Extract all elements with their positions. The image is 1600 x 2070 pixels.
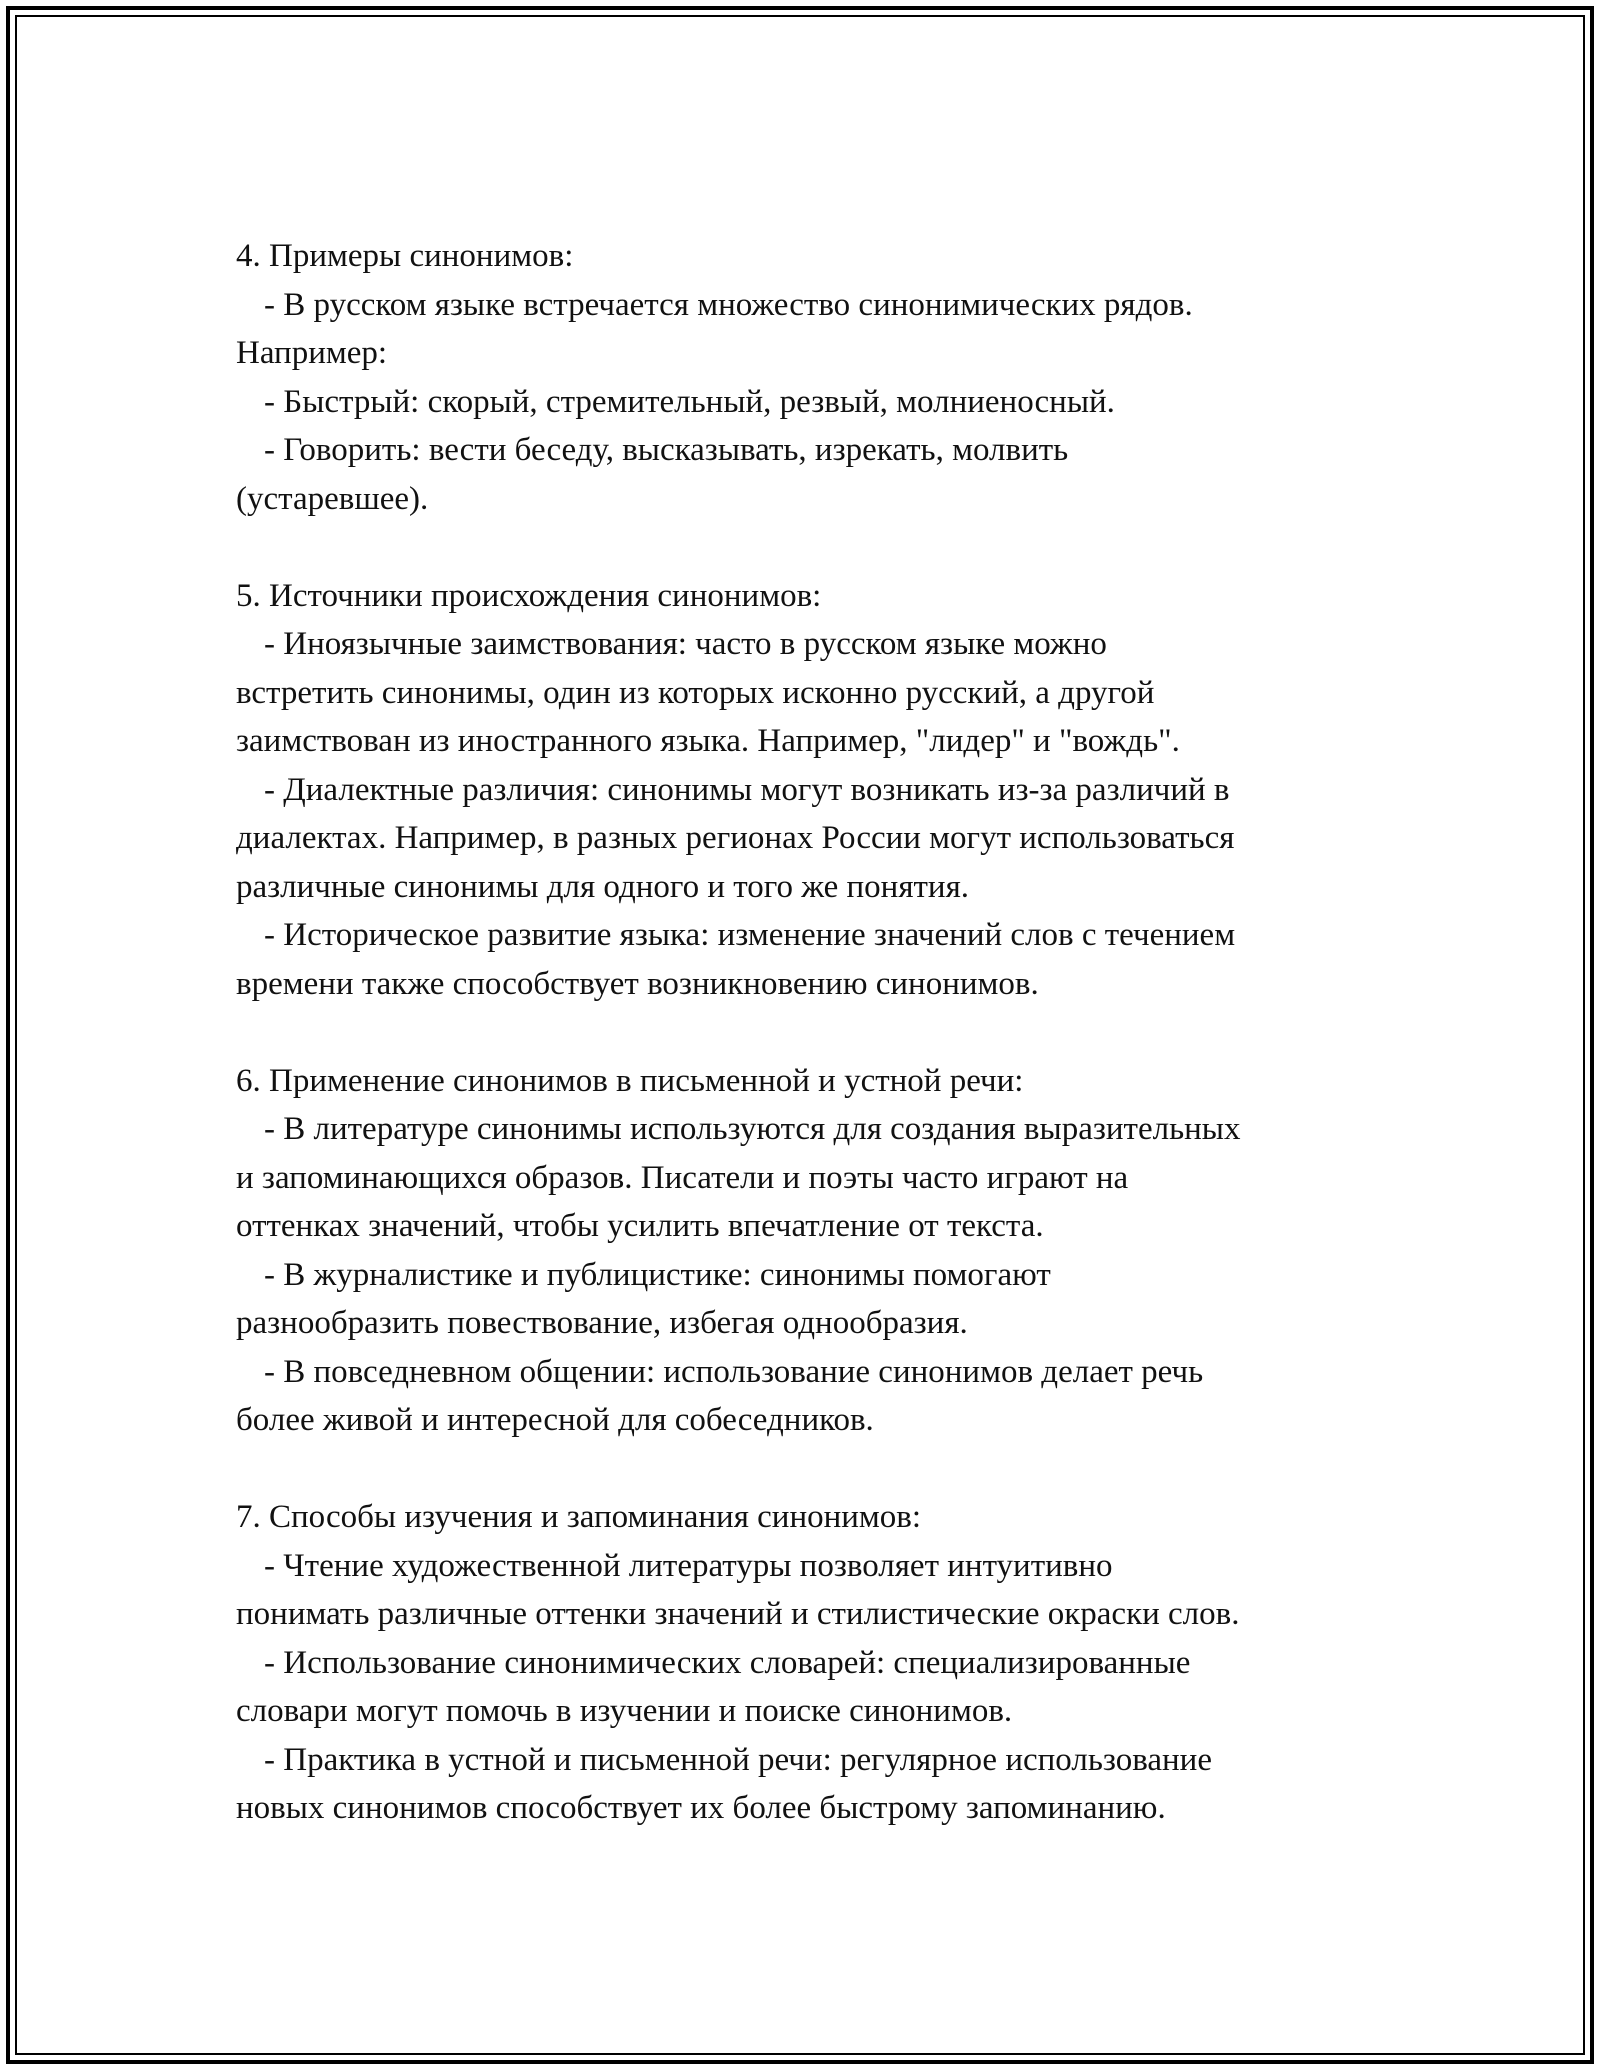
paragraph-line: - Иноязычные заимствования: часто в русском языке можно bbox=[264, 626, 1107, 662]
paragraph-line: - Использование синонимических словарей: специализированные bbox=[264, 1644, 1191, 1681]
paragraph-line: различные синонимы для одного и того же понятия. bbox=[236, 868, 970, 905]
paragraph-line: диалектах. Например, в разных регионах России могут использоваться bbox=[236, 820, 1235, 856]
paragraph-line: - В литературе синонимы используются для создания выразительных bbox=[264, 1111, 1241, 1147]
section-origins bbox=[236, 572, 1376, 1009]
paragraph-line: - Чтение художественной литературы позволяет интуитивно bbox=[264, 1547, 1113, 1584]
paragraph-line: - В повседневном общении: использование синонимов делает речь bbox=[264, 1353, 1204, 1390]
paragraph-line: встретить синонимы, один из которых исконно русский, а другой bbox=[236, 674, 1155, 711]
section-heading: 7. Способы изучения и запоминания синонимов: bbox=[236, 1499, 922, 1535]
section-usage bbox=[236, 1057, 1376, 1445]
paragraph-line: - Быстрый: скорый, стремительный, резвый, молниеносный. bbox=[264, 383, 1115, 420]
paragraph-line: - Говорить: вести беседу, высказывать, изрекать, молвить bbox=[264, 432, 1069, 468]
paragraph-line: более живой и интересной для собеседников. bbox=[236, 1402, 874, 1438]
blank-line bbox=[236, 1445, 1376, 1494]
blank-line bbox=[236, 1008, 1376, 1057]
blank-line bbox=[236, 523, 1376, 572]
paragraph-line: словари могут помочь в изучении и поиске синонимов. bbox=[236, 1693, 1013, 1729]
paragraph-line: - Диалектные различия: синонимы могут возникать из-за различий в bbox=[264, 771, 1230, 808]
paragraph-line: - Историческое развитие языка: изменение значений слов с течением bbox=[264, 917, 1236, 953]
paragraph-line: времени также способствует возникновению синонимов. bbox=[236, 965, 1039, 1002]
section-heading: 5. Источники происхождения синонимов: bbox=[236, 577, 822, 614]
paragraph-line: - В журналистике и публицистике: синонимы помогают bbox=[264, 1256, 1051, 1293]
paragraph-line: заимствован из иностранного языка. Например, "лидер" и "вождь". bbox=[236, 723, 1180, 759]
paragraph-line: понимать различные оттенки значений и стилистические окраски слов. bbox=[236, 1596, 1240, 1632]
section-heading: 6. Применение синонимов в письменной и устной речи: bbox=[236, 1062, 1024, 1099]
paragraph-line: Например: bbox=[236, 335, 388, 371]
section-learning bbox=[236, 1493, 1376, 1833]
paragraph-line: и запоминающихся образов. Писатели и поэты часто играют на bbox=[236, 1159, 1129, 1196]
section-heading: 4. Примеры синонимов: bbox=[236, 238, 574, 274]
document-body bbox=[236, 232, 1376, 1833]
paragraph-line: новых синонимов способствует их более быстрому запоминанию. bbox=[236, 1790, 1166, 1826]
paragraph-line: разнообразить повествование, избегая однообразия. bbox=[236, 1305, 968, 1341]
paragraph-line: - В русском языке встречается множество синонимических рядов. bbox=[264, 286, 1193, 323]
paragraph-line: (устаревшее). bbox=[236, 480, 429, 517]
paragraph-line: - Практика в устной и письменной речи: регулярное использование bbox=[264, 1741, 1212, 1778]
paragraph-line: оттенках значений, чтобы усилить впечатление от текста. bbox=[236, 1208, 1044, 1244]
section-examples bbox=[236, 232, 1376, 523]
